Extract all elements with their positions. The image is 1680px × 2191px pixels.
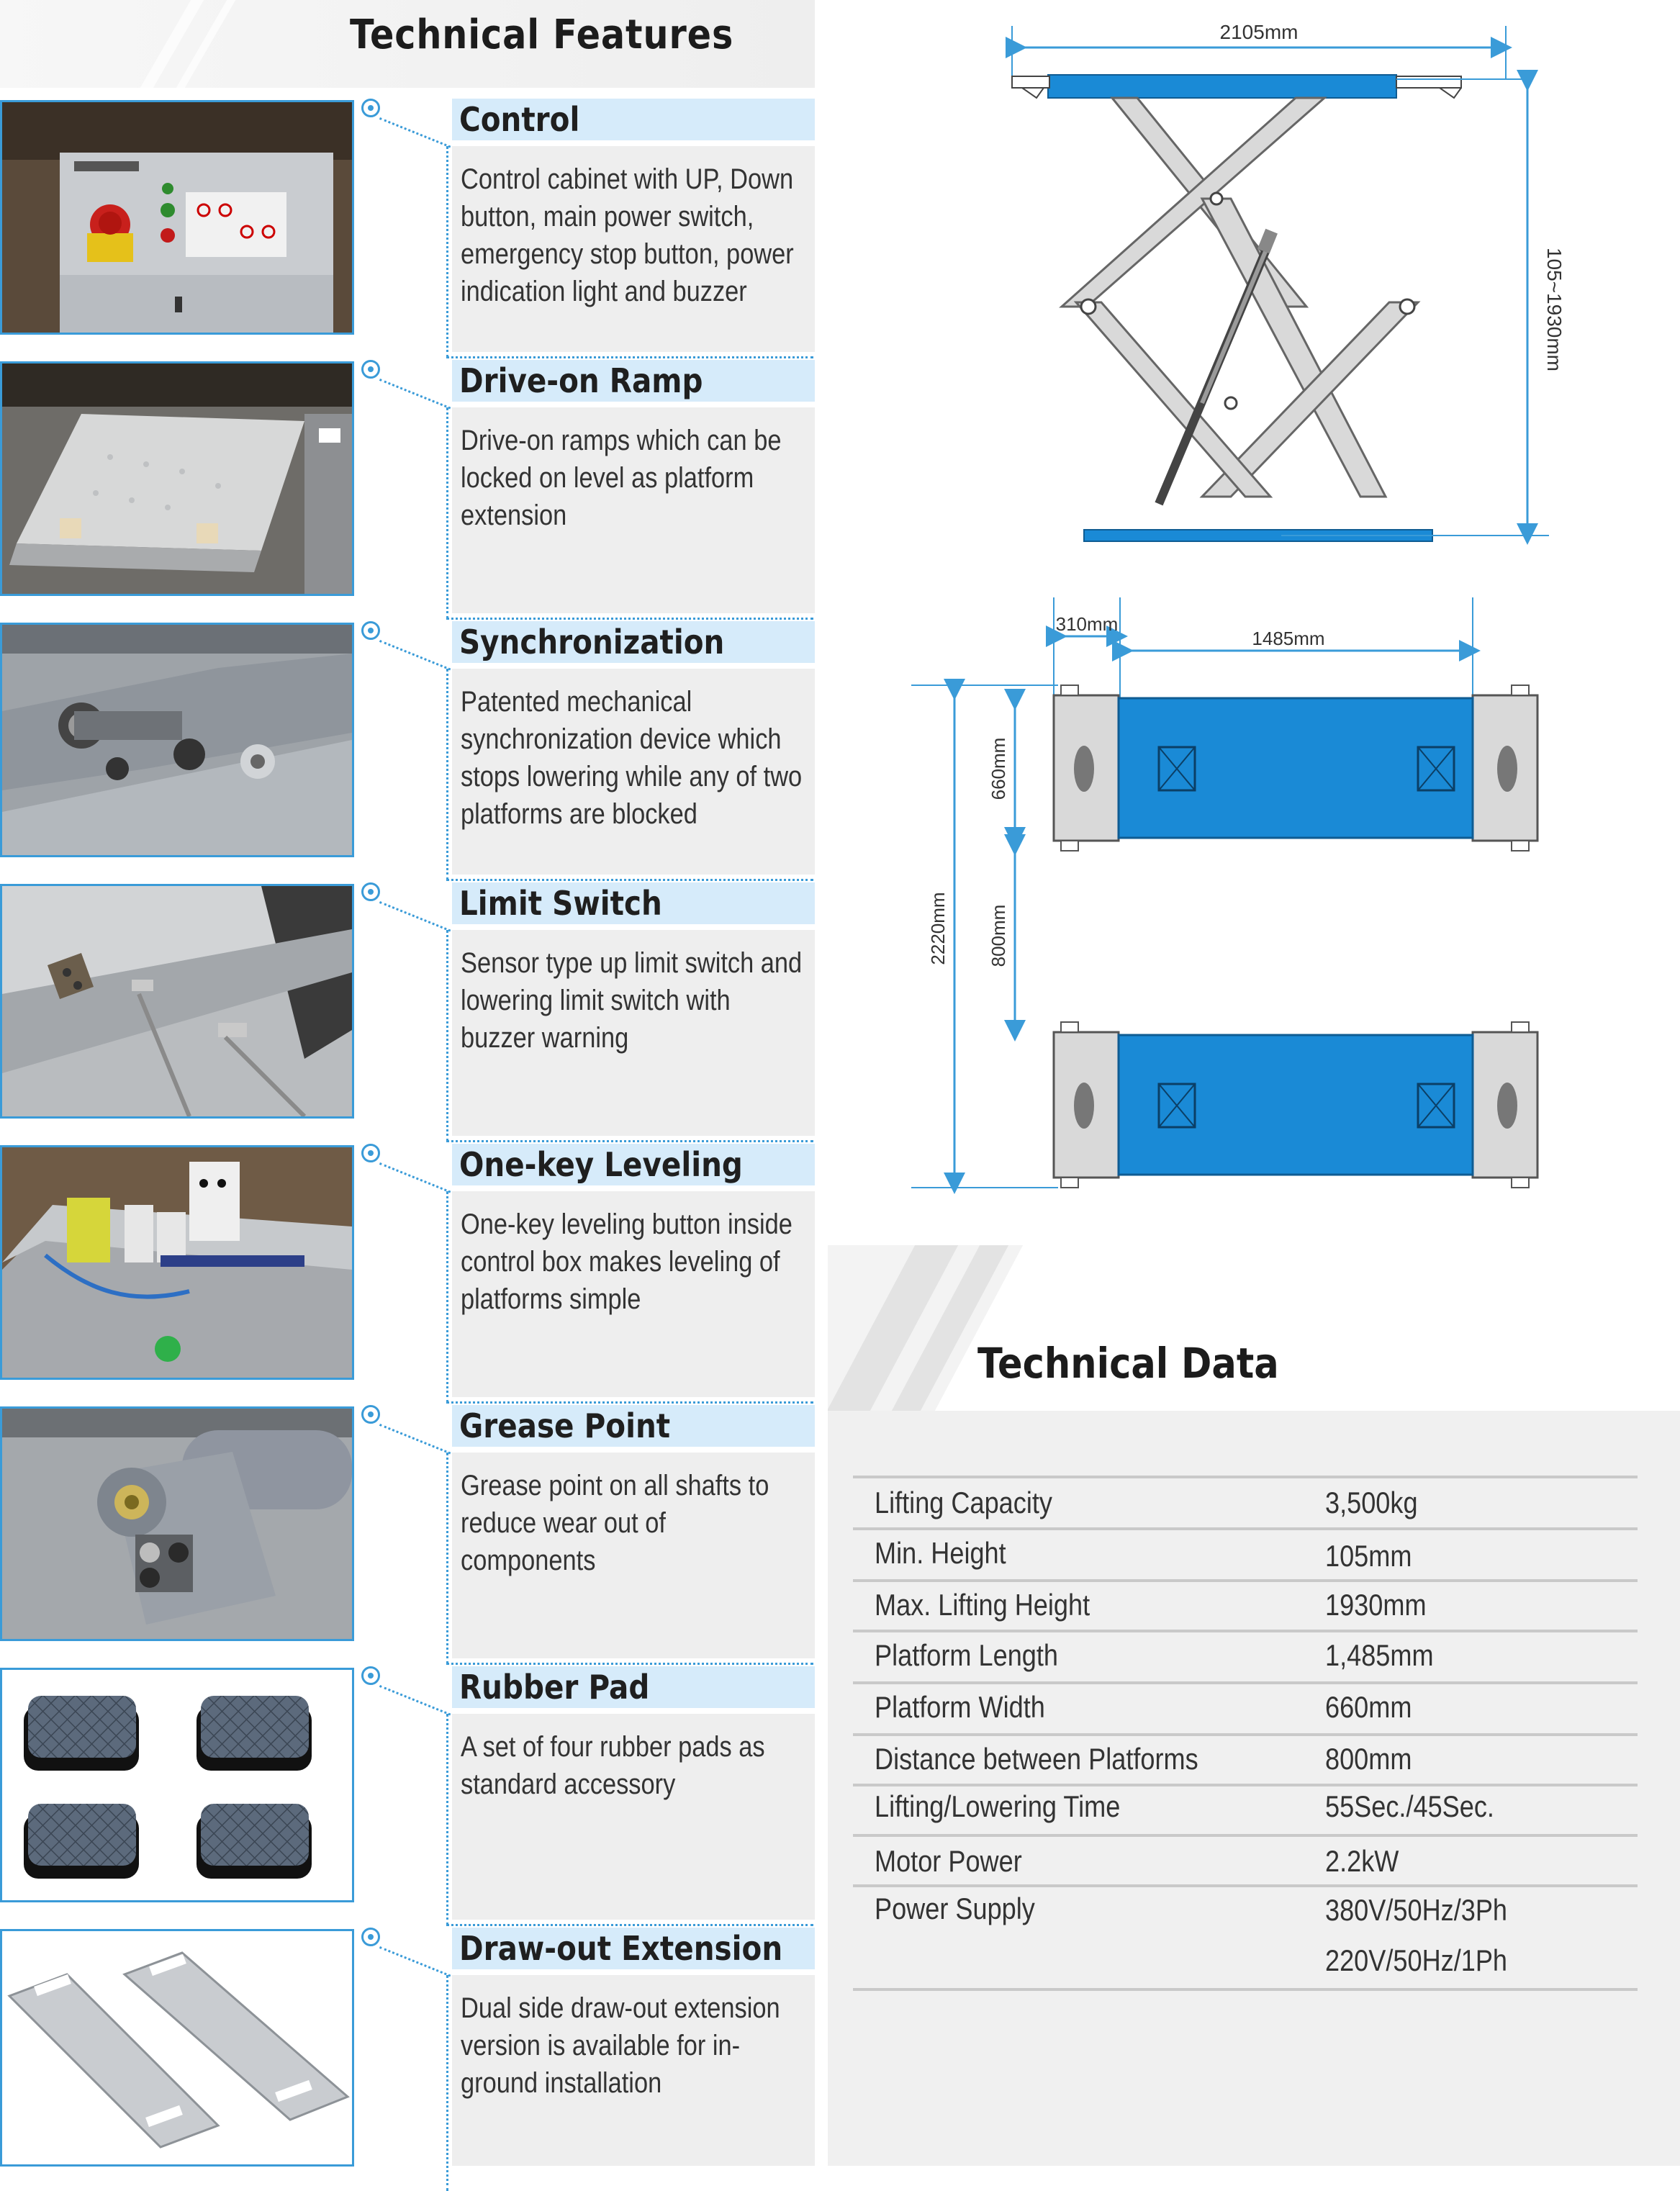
feature-title: Control (459, 100, 580, 139)
row-value: 660mm (1325, 1690, 1412, 1724)
control-box-interior-photo (0, 1145, 354, 1380)
feature-marker-icon (361, 621, 380, 640)
scissor-lift-diagram (828, 0, 1680, 1238)
table-row (853, 1579, 1638, 1632)
row-value-secondary: 220V/50Hz/1Ph (1325, 1943, 1508, 1977)
platform-bottom (1054, 1022, 1537, 1188)
row-label: Lifting/Lowering Time (875, 1789, 1121, 1823)
feature-title: One-key Leveling (459, 1145, 743, 1184)
feature-title: Grease Point (459, 1406, 671, 1445)
platform-width-label: 660mm (988, 737, 1009, 800)
draw-out-extension-photo (0, 1929, 354, 2167)
ramp-length-label: 310mm (1055, 613, 1119, 635)
feature-grease-point (0, 1405, 815, 1666)
feature-description: Patented mechanical synchronization device which stops lowering while any of two platforms are blocked (461, 686, 803, 830)
row-label: Distance between Platforms (875, 1742, 1198, 1776)
row-label: Motor Power (875, 1844, 1022, 1878)
feature-drive-on-ramp (0, 360, 815, 621)
feature-marker-icon (361, 360, 380, 379)
row-label: Platform Width (875, 1690, 1045, 1724)
feature-marker-icon (361, 1144, 380, 1162)
table-row (853, 1681, 1638, 1735)
row-value: 2.2kW (1325, 1844, 1399, 1878)
row-value: 105mm (1325, 1539, 1412, 1573)
feature-description: Grease point on all shafts to reduce wear out of components (461, 1470, 769, 1576)
feature-title: Rubber Pad (459, 1668, 650, 1707)
feature-description: Sensor type up limit switch and lowering limit switch with buzzer warning (461, 947, 803, 1054)
platform-length-label: 1485mm (1252, 628, 1325, 649)
grease-point-photo (0, 1406, 354, 1641)
feature-title: Draw-out Extension (459, 1929, 783, 1968)
feature-rubber-pad (0, 1666, 815, 1928)
feature-synchronization (0, 621, 815, 882)
platform-gap-label: 800mm (988, 904, 1009, 967)
table-row (853, 1630, 1638, 1683)
row-label: Platform Length (875, 1638, 1059, 1672)
feature-description: One-key leveling button inside control box makes leveling of platforms simple (461, 1209, 792, 1315)
row-label: Power Supply (875, 1892, 1035, 1925)
row-value: 800mm (1325, 1742, 1412, 1776)
feature-title: Drive-on Ramp (459, 361, 703, 400)
limit-switch-photo (0, 884, 354, 1119)
side-width-label: 2105mm (1219, 21, 1299, 43)
feature-limit-switch (0, 882, 815, 1144)
table-row (853, 1834, 1638, 1887)
row-label: Lifting Capacity (875, 1486, 1052, 1519)
row-value: 3,500kg (1325, 1486, 1418, 1519)
feature-marker-icon (361, 1666, 380, 1685)
table-row (853, 1476, 1638, 1529)
technical-features-title: Technical Features (350, 12, 734, 58)
overall-width-label: 2220mm (927, 892, 949, 965)
row-value: 55Sec./45Sec. (1325, 1789, 1494, 1823)
feature-draw-out-extension (0, 1928, 815, 2189)
feature-marker-icon (361, 1405, 380, 1424)
feature-description: Drive-on ramps which can be locked on level as platform extension (461, 425, 782, 531)
feature-marker-icon (361, 1928, 380, 1946)
row-value: 1,485mm (1325, 1638, 1434, 1672)
synchronization-device-photo (0, 623, 354, 857)
table-row (853, 1884, 1638, 1991)
feature-marker-icon (361, 99, 380, 117)
table-row (853, 1527, 1638, 1581)
feature-description: Control cabinet with UP, Down button, main power switch, emergency stop button, power indication light and buzzer (461, 163, 794, 307)
feature-title: Limit Switch (459, 884, 662, 923)
rubber-pads-photo (0, 1668, 354, 1902)
table-row (853, 1784, 1638, 1837)
platform-top (1054, 685, 1537, 851)
side-height-label: 105~1930mm (1543, 247, 1566, 372)
feature-marker-icon (361, 882, 380, 901)
top-view-diagram (911, 597, 1537, 1188)
feature-control (0, 99, 815, 360)
row-label: Max. Lifting Height (875, 1588, 1090, 1622)
row-label: Min. Height (875, 1536, 1006, 1570)
row-value: 380V/50Hz/3Ph (1325, 1893, 1508, 1927)
feature-one-key-leveling (0, 1144, 815, 1405)
feature-title: Synchronization (459, 623, 725, 661)
table-row (853, 1733, 1638, 1786)
side-view-diagram (1012, 21, 1566, 541)
feature-description: Dual side draw-out extension version is available for in-ground installation (461, 1992, 780, 2099)
row-value: 1930mm (1325, 1588, 1427, 1622)
technical-data-title: Technical Data (977, 1339, 1279, 1388)
feature-description: A set of four rubber pads as standard accessory (461, 1731, 765, 1800)
drive-on-ramp-photo (0, 361, 354, 596)
control-cabinet-photo (0, 100, 354, 335)
